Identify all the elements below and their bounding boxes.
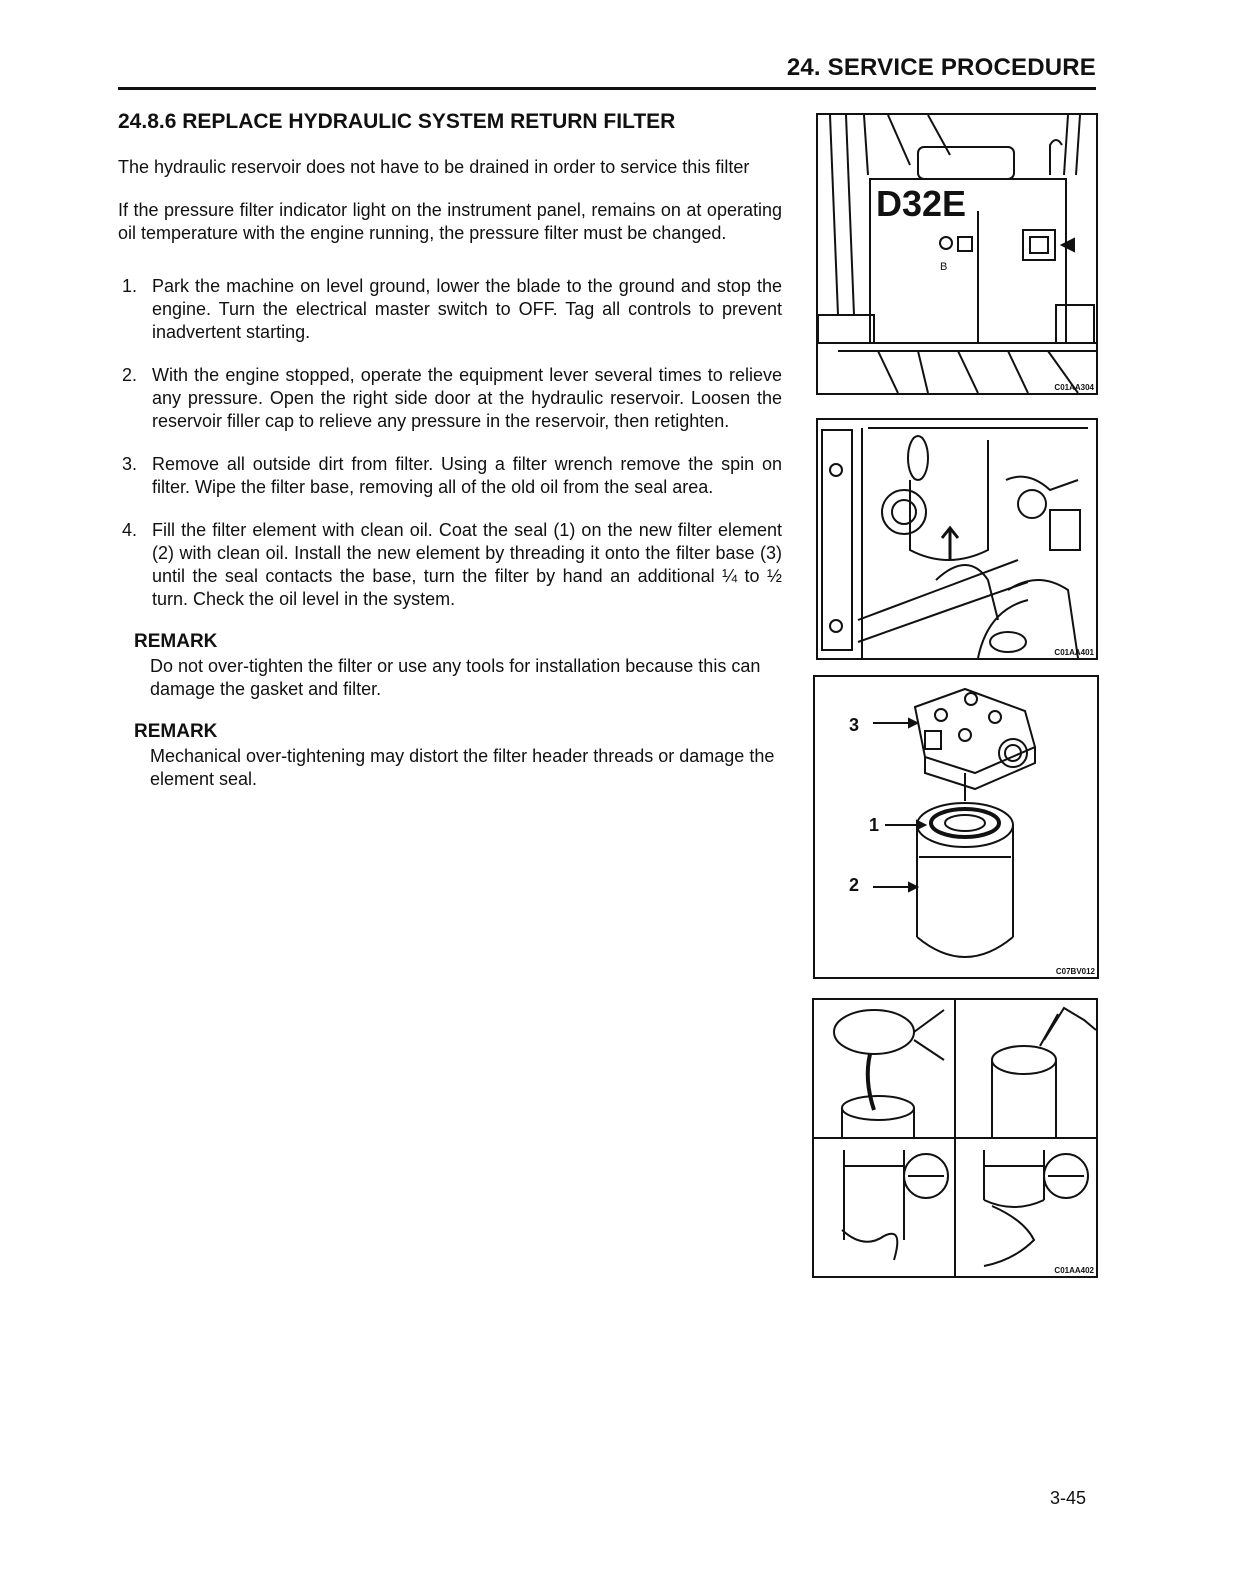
install-steps-illustration bbox=[814, 1000, 1096, 1276]
remark-block bbox=[134, 631, 782, 701]
intro-paragraph-1: The hydraulic reservoir does not have to be drained in order to service this filter bbox=[118, 157, 750, 177]
procedure-title: 24.8.6 REPLACE HYDRAULIC SYSTEM RETURN FILTER bbox=[118, 110, 676, 133]
machine-panel-illustration bbox=[818, 115, 1096, 393]
step-number: 3. bbox=[122, 454, 138, 474]
callout-2: 2 bbox=[849, 875, 860, 895]
figure-code: C01AA402 bbox=[1054, 1266, 1094, 1275]
content-column bbox=[118, 110, 782, 811]
intro-paragraph-2: If the pressure filter indicator light on the instrument panel, remains on at operating oil temperature with the engine running, the pressure filter must be changed. bbox=[118, 200, 782, 243]
step-item bbox=[118, 275, 782, 344]
step-item bbox=[118, 364, 782, 433]
figure-install-steps bbox=[812, 998, 1098, 1278]
figure-reservoir-filter bbox=[816, 418, 1098, 660]
figure-code: C07BV012 bbox=[1055, 967, 1095, 976]
remark-text: Mechanical over-tightening may distort the filter header threads or damage the element seal. bbox=[150, 746, 775, 789]
step-text: Park the machine on level ground, lower the blade to the ground and stop the engine. Turn the electrical master switch to OFF. Tag all controls to prevent inadvertent starting. bbox=[152, 276, 782, 342]
machine-model-label: D32E bbox=[876, 183, 967, 224]
step-item bbox=[118, 453, 782, 499]
section-header: 24. SERVICE PROCEDURE bbox=[786, 54, 1096, 81]
figure-machine-panel bbox=[816, 113, 1098, 395]
remark-title: REMARK bbox=[134, 721, 218, 742]
callout-3: 3 bbox=[849, 715, 860, 735]
remark-text: Do not over-tighten the filter or use any tools for installation because this can damage the gasket and filter. bbox=[150, 656, 761, 699]
page-number: 3-45 bbox=[1050, 1488, 1087, 1508]
svg-text:B: B bbox=[940, 261, 948, 273]
step-text: With the engine stopped, operate the equipment lever several times to relieve any pressure. Open the right side door at the hydraulic reservoir. Loosen the reservoir filler cap to relieve any pressure in the reservoir, then retighten. bbox=[152, 365, 782, 431]
header-rule bbox=[118, 87, 1096, 90]
step-text: Remove all outside dirt from filter. Using a filter wrench remove the spin on filter. Wipe the filter base, removing all of the old oil from the seal area. bbox=[152, 454, 782, 497]
remark-title: REMARK bbox=[134, 631, 218, 652]
remark-block bbox=[134, 721, 782, 791]
figure-filter-parts bbox=[813, 675, 1099, 979]
step-item bbox=[118, 519, 782, 611]
callout-1: 1 bbox=[869, 815, 880, 835]
reservoir-filter-illustration bbox=[818, 420, 1096, 658]
figure-code: C01AA304 bbox=[1054, 383, 1094, 392]
step-number: 2. bbox=[122, 365, 138, 385]
steps-list bbox=[118, 275, 782, 611]
step-text: Fill the filter element with clean oil. Coat the seal (1) on the new filter element (2) with clean oil. Install the new element by threading it onto the filter base (3) until the seal contacts the base, turn the filter by hand an additional ¼ to ½ turn. Check the oil level in the system. bbox=[152, 520, 782, 609]
figure-code: C01AA401 bbox=[1054, 648, 1094, 657]
step-number: 1. bbox=[122, 276, 138, 296]
step-number: 4. bbox=[122, 520, 138, 540]
